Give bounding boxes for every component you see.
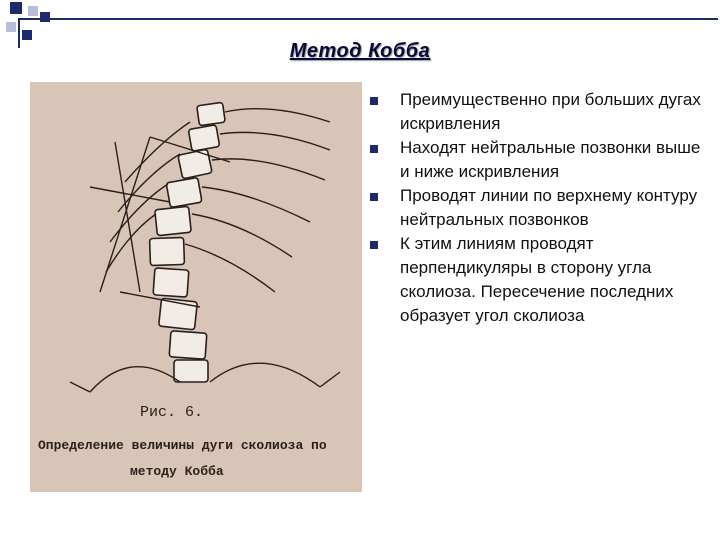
square-bullet-icon <box>370 145 378 153</box>
corner-square-4 <box>6 22 16 32</box>
bullet-list <box>370 88 710 328</box>
bullet-text: Проводят линии по верхнему контуру нейтральных позвонков <box>400 186 698 229</box>
bullet-item <box>370 184 710 232</box>
header-side-rule <box>18 18 20 48</box>
cobb-method-figure <box>30 82 362 492</box>
bullet-text: Преимущественно при больших дугах искривления <box>400 90 701 133</box>
corner-square-3 <box>40 12 50 22</box>
figure-caption-line-2: методу Кобба <box>130 464 224 479</box>
square-bullet-icon <box>370 241 378 249</box>
corner-square-1 <box>10 2 22 14</box>
square-bullet-icon <box>370 97 378 105</box>
bullet-item <box>370 232 710 328</box>
corner-square-2 <box>28 6 38 16</box>
bullet-item <box>370 88 710 136</box>
bullet-item <box>370 136 710 184</box>
figure-caption-line-1: Определение величины дуги сколиоза по <box>38 438 327 453</box>
square-bullet-icon <box>370 193 378 201</box>
corner-square-5 <box>22 30 32 40</box>
slide-title: Метод Кобба <box>289 40 431 62</box>
bullet-text: К этим линиям проводят перпендикуляры в сторону угла сколиоза. Пересечение последних образует угол сколиоза <box>400 234 674 325</box>
spine-illustration <box>30 82 362 492</box>
bullet-text: Находят нейтральные позвонки выше и ниже искривления <box>400 138 701 181</box>
figure-number: Рис. 6. <box>140 404 204 421</box>
header-rule <box>18 18 718 20</box>
